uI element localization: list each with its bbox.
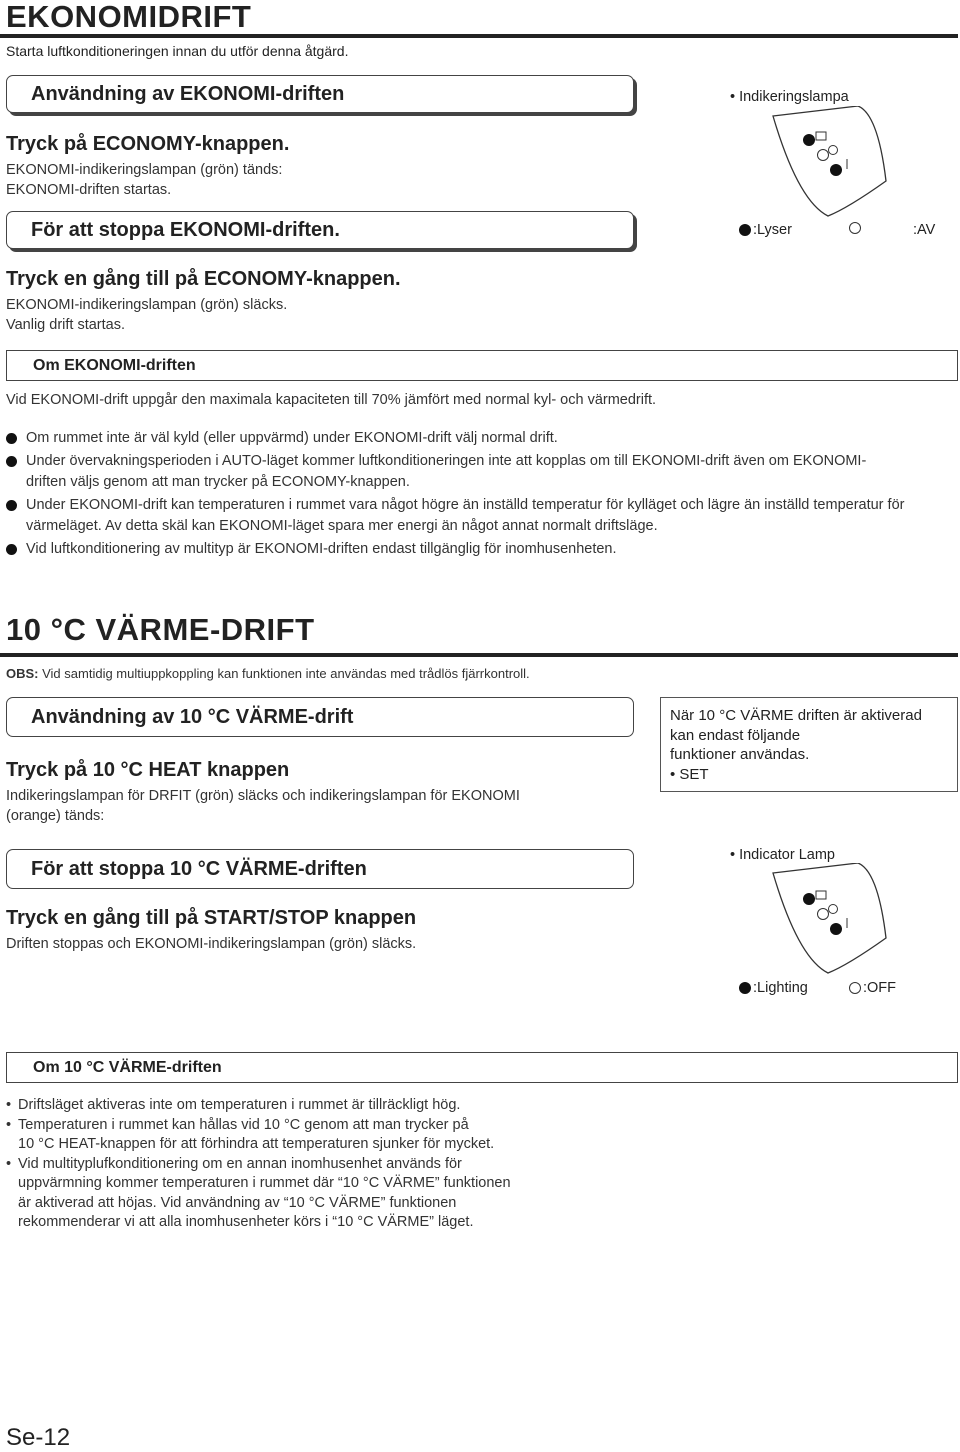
list-item: • Vid multityplufkonditionering om en annan inomhusenhet används för uppvärmning kommer temperaturen i rummet där “10 °C VÄRME” funktionen är aktiverad att höjas. Vid användning av “10 °C VÄRME” funktionen rekommenderar vi att alla inomhusenheter körs i “10 °C VÄRME” läget.: [6, 1155, 706, 1233]
indicator-lamp-label: • Indikeringslampa: [730, 89, 849, 105]
start-heat-text: [6, 786, 520, 826]
filled-dot-icon: [739, 982, 751, 994]
heat-bullets: [6, 1096, 706, 1233]
list-item: • Driftsläget aktiveras inte om temperaturen i rummet är tillräckligt hög.: [6, 1096, 706, 1116]
filled-dot-icon: [739, 224, 751, 236]
page-title: EKONOMIDRIFT: [6, 0, 252, 34]
use-heat-box: [6, 697, 634, 737]
empty-dot-icon: [849, 982, 861, 994]
list-item: Under övervakningsperioden i AUTO-läget kommer luftkonditioneringen inte att kopplas om till EKONOMI-drift även om EKONOMI-driften väljs genom att man trycker på ECONOMY-knappen.: [6, 451, 906, 493]
about-economy-box: [6, 350, 958, 381]
heat-title-rule: [0, 653, 958, 657]
legend-on-2: :Lighting: [739, 980, 808, 996]
stop-line-2: Vanlig drift startas.: [6, 317, 126, 333]
about-heat-label: Om 10 °C VÄRME-driften: [33, 1058, 222, 1076]
page-subtitle: Starta luftkonditioneringen innan du utför denna åtgärd.: [6, 43, 349, 59]
use-economy-label: Användning av EKONOMI-driften: [31, 82, 345, 105]
stop-economy-heading: Tryck en gång till på ECONOMY-knappen.: [6, 268, 401, 290]
list-item: • Temperaturen i rummet kan hållas vid 10 °C genom att man trycker på 10 °C HEAT-knappen för att förhindra att temperaturen sjunker för mycket.: [6, 1116, 706, 1155]
note-line: kan endast följande: [670, 726, 801, 744]
stop-line-1: EKONOMI-indikeringslampan (grön) släcks.: [6, 297, 288, 313]
heat-note-box: [660, 697, 958, 792]
empty-dot-icon: [849, 222, 861, 234]
legend-on: :Lyser: [739, 222, 792, 238]
obs-note: [6, 666, 530, 681]
about-economy-label: Om EKONOMI-driften: [33, 356, 196, 374]
list-item: Under EKONOMI-drift kan temperaturen i rummet vara något högre än inställd temperatur för kylläget och lägre än inställd temperatur för värmeläget. Av detta skäl kan EKONOMI-läget spara mer energi än något annat normalt driftsläge.: [6, 495, 906, 537]
start-heat-heading: Tryck på 10 °C HEAT knappen: [6, 759, 290, 781]
obs-label: OBS:: [6, 666, 39, 681]
stop-heat-heading: Tryck en gång till på START/STOP knappen: [6, 907, 417, 929]
section-title-heat: 10 °C VÄRME-DRIFT: [6, 612, 315, 647]
note-line: • SET: [670, 765, 709, 783]
legend-off-label: :AV: [913, 222, 936, 238]
use-heat-label: Användning av 10 °C VÄRME-drift: [31, 705, 354, 728]
heat-start-line-1: Indikeringslampan för DRFIT (grön) släcks och indikeringslampan för EKONOMI: [6, 788, 520, 804]
use-economy-box: [6, 75, 634, 113]
stop-economy-box: [6, 211, 634, 249]
note-line: När 10 °C VÄRME driften är aktiverad: [670, 707, 922, 724]
stop-heat-label: För att stoppa 10 °C VÄRME-driften: [31, 857, 367, 880]
list-item: Om rummet inte är väl kyld (eller uppvärmd) under EKONOMI-drift välj normal drift.: [6, 428, 906, 449]
indicator-panel-icon-2: [770, 863, 890, 983]
heat-start-line-2: (orange) tänds:: [6, 808, 105, 824]
start-economy-text: [6, 160, 282, 200]
legend-off-2: :OFF: [849, 980, 896, 996]
indicator-panel-icon: [770, 106, 890, 226]
stop-heat-text: Driften stoppas och EKONOMI-indikeringslampan (grön) släcks.: [6, 936, 417, 952]
page-number: Se-12: [6, 1424, 71, 1451]
stop-economy-label: För att stoppa EKONOMI-driften.: [31, 218, 340, 241]
legend-off: [849, 222, 861, 234]
obs-text: Vid samtidig multiuppkoppling kan funktionen inte användas med trådlös fjärrkontroll.: [38, 666, 530, 681]
indicator-lamp-label-2: • Indicator Lamp: [730, 847, 835, 863]
stop-heat-box: [6, 849, 634, 889]
economy-bullets: [6, 428, 906, 562]
about-heat-box: [6, 1052, 958, 1083]
start-economy-heading: Tryck på ECONOMY-knappen.: [6, 133, 290, 155]
about-economy-intro: Vid EKONOMI-drift uppgår den maximala kapaciteten till 70% jämfört med normal kyl- och värmedrift.: [6, 392, 657, 408]
list-item: Vid luftkonditionering av multityp är EKONOMI-driften endast tillgänglig för inomhusenheten.: [6, 539, 906, 560]
stop-economy-text: [6, 295, 287, 335]
start-line-2: EKONOMI-driften startas.: [6, 182, 172, 198]
title-rule: [0, 34, 958, 38]
note-line: funktioner användas.: [670, 746, 810, 763]
start-line-1: EKONOMI-indikeringslampan (grön) tänds:: [6, 162, 283, 178]
